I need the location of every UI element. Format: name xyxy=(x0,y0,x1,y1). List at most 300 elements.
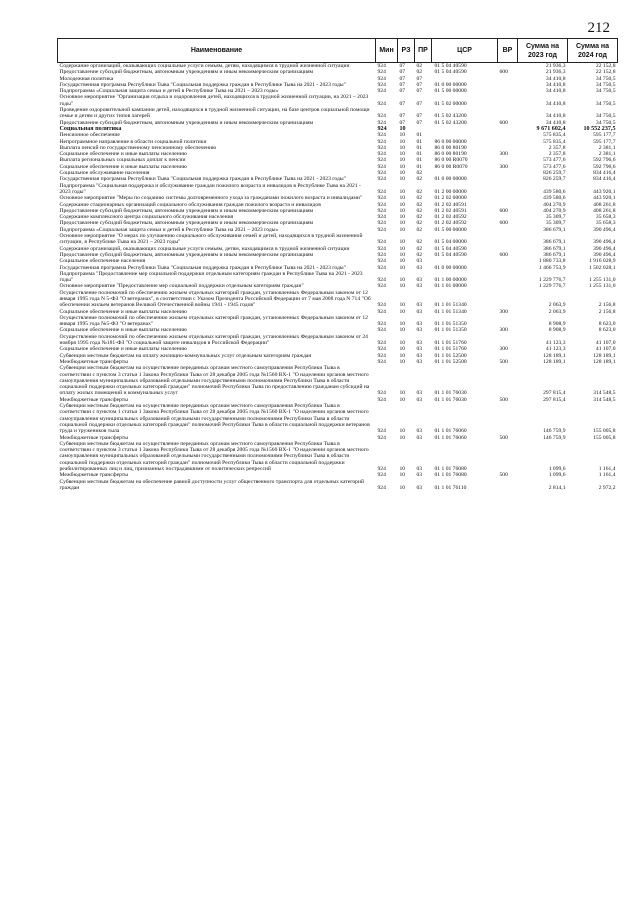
row-csr: 01 1 01 76110 xyxy=(434,484,467,491)
row-csr: 01 5 04 40590 xyxy=(434,251,467,258)
row-sum-2023: 34 410,8 xyxy=(545,88,566,95)
row-min: 924 xyxy=(377,188,386,195)
row-sum-2024: 22 152,8 xyxy=(595,63,616,69)
row-sum-2023: 1 229 776,7 xyxy=(538,277,566,284)
row-name: Субвенции местным бюджетам на обеспечение равной доступности услуг общественного транспорта для отдельных категорий граждан xyxy=(59,478,364,491)
row-sum-2023: 439 580,6 xyxy=(543,188,566,195)
row-sum-2024: 390 496,4 xyxy=(593,226,616,233)
row-vr: 500 xyxy=(499,396,508,403)
row-pr: 02 xyxy=(416,220,423,227)
budget-table xyxy=(57,38,618,491)
row-name: Государственная программа Республики Тыва "Социальная поддержка граждан в Республике Тыва на 2021 - 2023 годы" xyxy=(59,81,346,88)
row-min: 924 xyxy=(377,396,386,403)
row-pr: 03 xyxy=(416,346,423,353)
row-rz: 10 xyxy=(399,283,406,290)
row-sum-2023: 34 410,8 xyxy=(545,113,566,120)
row-min: 924 xyxy=(377,358,386,365)
row-pr: 07 xyxy=(416,119,423,126)
row-name: Субвенции местным бюджетам на оплату жилищно-коммунальных услуг отдельным категориям граждан xyxy=(59,352,312,359)
row-sum-2024: 408 261,8 xyxy=(593,201,616,208)
row-pr: 01 xyxy=(416,151,423,158)
row-min: 924 xyxy=(377,151,386,158)
header-pr: ПР xyxy=(415,39,432,63)
row-sum-2023: 1 099,6 xyxy=(548,472,566,479)
row-min: 924 xyxy=(377,390,386,397)
row-vr xyxy=(498,403,518,434)
row-csr: 01 5 02 43200 xyxy=(434,119,467,126)
row-sum-2023: 826 259,7 xyxy=(543,176,566,183)
row-vr: 300 xyxy=(499,346,508,353)
row-csr: 01 1 01 76030 xyxy=(434,396,467,403)
row-sum-2024: 595 177,7 xyxy=(593,132,616,139)
row-pr: 03 xyxy=(416,390,423,397)
row-sum-2024: 408 261,8 xyxy=(593,207,616,214)
row-vr xyxy=(498,63,518,70)
row-min: 924 xyxy=(377,163,386,170)
row-sum-2024: 10 552 237,5 xyxy=(583,125,616,132)
row-pr: 07 xyxy=(416,113,423,120)
row-sum-2024: 390 496,4 xyxy=(593,239,616,246)
header-rz: РЗ xyxy=(398,39,415,63)
row-rz: 10 xyxy=(399,226,406,233)
row-pr: 02 xyxy=(416,214,423,221)
row-min: 924 xyxy=(377,264,386,271)
row-csr: 01 2 02 40591 xyxy=(434,201,467,208)
row-rz: 10 xyxy=(399,195,406,202)
row-sum-2024: 34 750,5 xyxy=(595,113,616,120)
row-min: 924 xyxy=(377,132,386,139)
row-sum-2023: 575 835,4 xyxy=(543,132,566,139)
row-rz: 10 xyxy=(399,144,406,151)
row-rz: 10 xyxy=(399,132,406,139)
row-csr: 01 5 02 00000 xyxy=(434,100,467,107)
row-csr: 01 1 01 51350 xyxy=(434,321,467,328)
row-name: Социальное обеспечение и иные выплаты населению xyxy=(59,151,187,158)
row-name: Предоставление субсидий бюджетным, автономным учреждениям и иным некоммерческим организациям xyxy=(59,251,314,258)
row-csr: 01 5 04 00000 xyxy=(434,239,467,246)
row-name: Предоставление субсидий бюджетным, автономным учреждениям и иным некоммерческим организациям xyxy=(59,119,314,126)
row-sum-2023: 2 063,9 xyxy=(548,308,566,315)
row-rz: 10 xyxy=(399,163,406,170)
row-sum-2024: 1 502 028,1 xyxy=(588,264,616,271)
row-rz: 10 xyxy=(399,302,406,309)
row-vr: 600 xyxy=(499,220,508,227)
row-name: Социальное обеспечение и иные выплаты населению xyxy=(59,327,187,334)
row-name: Основное мероприятие "О мерах по улучшению социального обслуживания семей и детей, находящихся в трудной жизненной ситуации, в Республике Тыва на 2021 – 2023 годы" xyxy=(59,233,363,246)
row-pr: 03 xyxy=(416,434,423,441)
row-name: Осуществление полномочий по обеспечению жильем отдельных категорий граждан, установленных Федеральным законом от 12 января 1995 года №5-ФЗ "О ветеранах" xyxy=(59,314,368,328)
row-min: 924 xyxy=(377,207,386,214)
row-sum-2024: 443 920,1 xyxy=(593,188,616,195)
row-rz: 10 xyxy=(399,390,406,397)
row-name: Подпрограмма "Предоставление мер социальной поддержки отдельным категориям граждан в Республике Тыва на 2021 - 2023 годы" xyxy=(59,270,363,284)
header-sum-2024: Сумма на 2024 год xyxy=(568,39,618,63)
row-pr: 01 xyxy=(416,138,423,145)
row-name: Содержание комплексного центра социального обслуживания населения xyxy=(59,214,234,221)
row-pr: 03 xyxy=(416,472,423,479)
row-pr: 03 xyxy=(416,308,423,315)
row-sum-2024: 34 750,5 xyxy=(595,88,616,95)
row-name: Предоставление субсидий бюджетным, автономным учреждениям и иным некоммерческим организациям xyxy=(59,220,314,227)
row-vr xyxy=(498,365,518,396)
row-sum-2024: 390 496,4 xyxy=(593,245,616,252)
row-min: 924 xyxy=(377,352,386,359)
row-min: 924 xyxy=(377,340,386,347)
row-sum-2023: 34 410,8 xyxy=(545,119,566,126)
row-name: Молодежная политика xyxy=(59,75,114,82)
row-vr: 600 xyxy=(499,207,508,214)
row-rz: 07 xyxy=(399,81,406,88)
header-csr: ЦСР xyxy=(432,39,498,63)
row-min: 924 xyxy=(377,214,386,221)
header-sum-2023: Сумма на 2023 год xyxy=(518,39,568,63)
row-csr: 01 1 01 76060 xyxy=(434,434,467,441)
row-sum-2024: 1 161,4 xyxy=(598,472,616,479)
table-row xyxy=(58,403,618,434)
row-rz: 10 xyxy=(399,340,406,347)
row-name: Содержание организаций, оказывающих социальные услуги семьям, детям, находящимся в трудной жизненной ситуации xyxy=(59,63,350,69)
row-name: Подпрограмма «Социальная защита семьи и детей в Республике Тыва на 2021 – 2023 годы» xyxy=(59,226,279,233)
row-csr: 86 0 00 80190 xyxy=(434,151,467,158)
table-row xyxy=(58,183,618,196)
row-rz: 07 xyxy=(399,63,406,69)
row-rz: 10 xyxy=(399,308,406,315)
row-sum-2023: 439 580,6 xyxy=(543,195,566,202)
row-min: 924 xyxy=(377,170,386,177)
row-vr xyxy=(498,479,518,492)
row-vr: 600 xyxy=(499,69,508,76)
row-sum-2024: 1 161,4 xyxy=(598,466,616,472)
row-name: Субвенции местным бюджетам на осуществление переданных органам местного самоуправления Республики Тыва в соответствии с пунктом 3 статьи 1 Закона Республики Тыва от 28 декабря 2005 года №1560 ВХ-1 "О наделении органов местного самоуправления муниципальных образований отдельными государственными полномочиями Республики Тыва в области социальной поддержки отдельных категорий граждан" полномочий Республики Тыва по предоставлению гражданам субсидий на оплату жилых помещений и коммунальных услуг xyxy=(59,365,370,397)
row-name: Социальное обеспечение и иные выплаты населению xyxy=(59,346,187,353)
row-min: 924 xyxy=(377,220,386,227)
row-rz: 10 xyxy=(399,466,406,472)
row-sum-2023: 404 270,9 xyxy=(543,207,566,214)
table-row xyxy=(58,271,618,284)
row-name: Выплата региональных социальных доплат к пенсии xyxy=(59,157,186,164)
row-rz: 10 xyxy=(399,358,406,365)
row-sum-2023: 1 229 776,7 xyxy=(538,283,566,290)
row-vr xyxy=(498,441,518,472)
row-vr: 600 xyxy=(499,119,508,126)
row-sum-2023: 573 477,6 xyxy=(543,163,566,170)
row-pr: 03 xyxy=(416,321,423,328)
row-min: 924 xyxy=(377,434,386,441)
row-csr: 86 0 00 R0070 xyxy=(434,157,468,164)
row-sum-2023: 35 309,7 xyxy=(545,214,566,221)
row-sum-2023: 297 815,4 xyxy=(543,390,566,397)
row-vr: 300 xyxy=(499,163,508,170)
row-pr: 02 xyxy=(416,251,423,258)
row-sum-2024: 155 005,8 xyxy=(593,428,616,435)
row-pr: 03 xyxy=(416,340,423,347)
row-rz: 10 xyxy=(399,396,406,403)
row-sum-2023: 8 908,9 xyxy=(548,321,566,328)
row-name: Основное мероприятие "Организация отдыха и оздоровления детей, находящихся в трудной жизненной ситуации, на 2021 – 2023 годы" xyxy=(59,94,369,107)
row-csr: 01 1 01 76060 xyxy=(434,428,467,435)
row-min: 924 xyxy=(377,201,386,208)
row-sum-2024: 1 255 131,0 xyxy=(588,283,616,290)
row-rz: 10 xyxy=(399,258,406,265)
table-row xyxy=(58,441,618,472)
row-name: Выплата пенсий по государственному пенсионному обеспечению xyxy=(59,144,217,151)
row-rz: 10 xyxy=(399,472,406,479)
row-sum-2023: 21 936,3 xyxy=(545,69,566,76)
row-min: 924 xyxy=(377,258,386,265)
row-sum-2024: 1 255 131,0 xyxy=(588,277,616,284)
row-sum-2023: 34 410,8 xyxy=(545,81,566,88)
row-rz: 10 xyxy=(399,207,406,214)
row-vr: 500 xyxy=(499,472,508,479)
row-csr: 86 0 00 80190 xyxy=(434,144,467,151)
row-csr: 01 1 01 51340 xyxy=(434,308,467,315)
row-sum-2023: 1 466 753,9 xyxy=(538,264,566,271)
row-csr: 01 5 04 40590 xyxy=(434,245,467,252)
row-sum-2023: 35 309,7 xyxy=(545,220,566,227)
row-min: 924 xyxy=(377,195,386,202)
row-sum-2024: 592 796,6 xyxy=(593,163,616,170)
row-sum-2024: 443 920,1 xyxy=(593,195,616,202)
row-csr: 01 2 02 00000 xyxy=(434,195,467,202)
row-sum-2024: 41 107,0 xyxy=(595,346,616,353)
row-sum-2024: 314 548,5 xyxy=(593,390,616,397)
row-rz: 10 xyxy=(399,245,406,252)
row-csr: 01 0 00 00000 xyxy=(434,81,467,88)
row-sum-2023: 2 357,8 xyxy=(548,144,566,151)
row-vr xyxy=(498,290,518,309)
row-sum-2024: 2 381,1 xyxy=(598,151,616,158)
row-pr: 03 xyxy=(416,484,423,491)
row-vr: 300 xyxy=(499,151,508,158)
row-rz: 10 xyxy=(399,125,406,132)
row-sum-2024: 8 623,0 xyxy=(598,321,616,328)
row-rz: 10 xyxy=(399,138,406,145)
row-pr: 02 xyxy=(416,176,423,183)
row-pr: 03 xyxy=(416,258,423,265)
table-row xyxy=(58,315,618,328)
row-min: 924 xyxy=(377,245,386,252)
row-name: Осуществление полномочий по обеспечению жильем отдельных категорий граждан, установленных Федеральным законом от 12 января 1995 года N 5-ФЗ "О ветеранах", в соответствии с Указом Президента Российской Федерации от 7 мая 2008 года N 714 "Об обеспечении жильем ветеранов Великой Отечественной войны 1941 - 1945 годов" xyxy=(59,289,371,309)
row-csr: 01 1 01 51760 xyxy=(434,346,467,353)
row-sum-2023: 41 123,3 xyxy=(545,346,566,353)
row-min: 924 xyxy=(377,63,386,69)
page-number: 212 xyxy=(587,20,610,36)
row-min: 924 xyxy=(377,138,386,145)
row-pr: 01 xyxy=(416,144,423,151)
row-min: 924 xyxy=(377,100,386,107)
row-csr: 01 1 01 00000 xyxy=(434,283,467,290)
row-sum-2023: 128 189,1 xyxy=(543,358,566,365)
row-rz: 07 xyxy=(399,69,406,76)
row-min: 924 xyxy=(377,226,386,233)
row-sum-2023: 573 477,6 xyxy=(543,157,566,164)
row-name: Социальное обслуживание населения xyxy=(59,170,150,177)
row-name: Социальная политика xyxy=(59,125,122,132)
row-pr: 07 xyxy=(416,88,423,95)
row-sum-2024: 2 156,8 xyxy=(598,302,616,309)
row-name: Социальное обеспечение населения xyxy=(59,258,146,265)
row-pr: 02 xyxy=(416,201,423,208)
row-vr: 600 xyxy=(499,251,508,258)
row-min: 924 xyxy=(377,277,386,284)
header-name: Наименование xyxy=(58,39,376,63)
row-pr: 03 xyxy=(416,358,423,365)
row-min: 924 xyxy=(377,466,386,472)
row-sum-2024: 390 496,4 xyxy=(593,251,616,258)
row-csr: 01 1 00 00000 xyxy=(434,277,467,284)
row-sum-2023: 1 099,6 xyxy=(548,466,566,472)
row-pr: 03 xyxy=(416,352,423,359)
row-sum-2024: 34 750,5 xyxy=(595,81,616,88)
row-pr: 07 xyxy=(416,81,423,88)
row-rz: 10 xyxy=(399,214,406,221)
row-min: 924 xyxy=(377,308,386,315)
header-vr: ВР xyxy=(498,39,518,63)
table-row xyxy=(58,233,618,246)
row-sum-2024: 34 750,5 xyxy=(595,100,616,107)
row-pr: 01 xyxy=(416,163,423,170)
row-min: 924 xyxy=(377,327,386,334)
row-rz: 10 xyxy=(399,151,406,158)
row-sum-2023: 34 410,8 xyxy=(545,100,566,107)
row-name: Субвенции местным бюджетам на осуществление переданных органам местного самоуправления Республики Тыва в соответствии с пунктом 3 статьи 1 Закона Республики Тыва от 28 декабря 2005 года №1560 ВХ-1 "О наделении органов местного самоуправления муниципальных образований отдельными государственными полномочиями Республики Тыва в области социальной поддержки отдельных категорий граждан" полномочий Республики Тыва в области социальной поддержки реабилитированных лиц и лиц, признанных пострадавшими от политических репрессий xyxy=(59,440,369,472)
row-csr: 01 2 00 00000 xyxy=(434,188,467,195)
row-min: 924 xyxy=(377,321,386,328)
row-min: 924 xyxy=(377,75,386,82)
row-vr: 300 xyxy=(499,308,508,315)
row-pr: 02 xyxy=(416,245,423,252)
row-pr: 02 xyxy=(416,239,423,246)
row-rz: 10 xyxy=(399,346,406,353)
row-rz: 07 xyxy=(399,119,406,126)
table-row xyxy=(58,63,618,70)
row-sum-2024: 34 750,5 xyxy=(595,75,616,82)
table-header xyxy=(58,39,618,63)
row-pr: 02 xyxy=(416,170,423,177)
table-row xyxy=(58,107,618,120)
row-name: Основное мероприятие "Предоставление мер социальной поддержки отдельным категориям граждан" xyxy=(59,283,304,290)
row-rz: 10 xyxy=(399,188,406,195)
row-name: Социальное обеспечение и иные выплаты населению xyxy=(59,163,187,170)
row-vr xyxy=(498,334,518,347)
row-pr: 01 xyxy=(416,132,423,139)
row-csr: 86 0 00 R0070 xyxy=(434,163,468,170)
row-name: Подпрограмма "Социальная поддержка и обслуживание граждан пожилого возраста и инвалидов в Республике Тыва на 2021 - 2023 годы" xyxy=(59,182,361,195)
row-rz: 10 xyxy=(399,239,406,246)
row-vr: 300 xyxy=(499,327,508,334)
row-sum-2024: 155 005,8 xyxy=(593,434,616,441)
row-min: 924 xyxy=(377,239,386,246)
row-csr: 01 1 01 76080 xyxy=(434,466,467,472)
row-vr xyxy=(498,315,518,328)
row-rz: 10 xyxy=(399,428,406,435)
row-rz: 10 xyxy=(399,327,406,334)
row-sum-2024: 314 548,5 xyxy=(593,396,616,403)
row-pr: 03 xyxy=(416,302,423,309)
row-pr: 02 xyxy=(416,188,423,195)
row-name: Социальное обеспечение и иные выплаты населению xyxy=(59,308,187,315)
row-name: Межбюджетные трансферты xyxy=(59,396,128,403)
row-csr: 01 5 02 43200 xyxy=(434,113,467,120)
row-min: 924 xyxy=(377,251,386,258)
row-sum-2023: 1 880 733,8 xyxy=(538,258,566,265)
row-sum-2024: 128 189,1 xyxy=(593,358,616,365)
row-csr: 01 5 04 40590 xyxy=(434,63,467,69)
row-pr: 01 xyxy=(416,157,423,164)
row-sum-2023: 34 410,8 xyxy=(545,75,566,82)
row-sum-2024: 2 381,1 xyxy=(598,144,616,151)
row-vr xyxy=(498,107,518,120)
row-name: Содержание организаций, оказывающих социальные услуги семьям, детям, находящимся в трудной жизненной ситуации xyxy=(59,245,350,252)
row-vr: 500 xyxy=(499,358,508,365)
row-pr: 07 xyxy=(416,75,423,82)
row-name: Государственная программа Республики Тыва "Социальная поддержка граждан в Республике Тыва на 2021 - 2023 годы" xyxy=(59,176,346,183)
table-row xyxy=(58,94,618,107)
row-sum-2023: 2 357,8 xyxy=(548,151,566,158)
row-rz: 10 xyxy=(399,157,406,164)
row-min: 924 xyxy=(377,484,386,491)
row-vr xyxy=(498,183,518,196)
row-sum-2024: 2 972,2 xyxy=(598,484,616,491)
row-sum-2023: 575 835,4 xyxy=(543,138,566,145)
row-sum-2024: 35 658,3 xyxy=(595,220,616,227)
row-name: Пенсионное обеспечение xyxy=(59,132,120,139)
row-name: Предоставление субсидий бюджетным, автономным учреждениям и иным некоммерческим организациям xyxy=(59,69,314,76)
row-sum-2023: 386 679,1 xyxy=(543,226,566,233)
row-rz: 10 xyxy=(399,264,406,271)
table-row xyxy=(58,479,618,492)
row-pr: 03 xyxy=(416,283,423,290)
row-name: Государственная программа Республики Тыва "Социальная поддержка граждан в Республике Тыва на 2021 - 2023 годы" xyxy=(59,264,346,271)
row-sum-2023: 386 679,1 xyxy=(543,251,566,258)
row-min: 924 xyxy=(377,176,386,183)
row-sum-2023: 21 936,3 xyxy=(545,63,566,69)
row-sum-2024: 8 623,0 xyxy=(598,327,616,334)
row-pr: 02 xyxy=(416,63,423,69)
row-name: Межбюджетные трансферты xyxy=(59,472,128,479)
row-min: 924 xyxy=(377,428,386,435)
row-sum-2024: 2 156,8 xyxy=(598,308,616,315)
row-sum-2024: 834 416,4 xyxy=(593,176,616,183)
row-name: Осуществление полномочий по обеспечению жильем отдельных категорий граждан, установленных Федеральным законом от 24 ноября 1995 года №181-ФЗ "О социальной защите инвалидов в Российской Федерации" xyxy=(59,333,368,347)
row-csr: 01 1 01 76080 xyxy=(434,472,467,479)
row-name: Предоставление субсидий бюджетным, автономным учреждениям и иным некоммерческим организациям xyxy=(59,207,314,214)
row-csr: 01 2 02 40592 xyxy=(434,220,467,227)
row-name: Содержание стационарных организаций социального обслуживания граждан пожилого возраста и инвалидов xyxy=(59,201,321,208)
row-sum-2024: 1 916 028,9 xyxy=(588,258,616,265)
row-name: Субвенции местным бюджетам на осуществление переданных органам местного самоуправления Республики Тыва в соответствии с пунктом 1 статьи 1 Закона Республики Тыва от 28 декабря 2005 года №1560 ВХ-1 "О наделении органов местного самоуправления муниципальных образований отдельными государственными полномочиями Республики Тыва в области социальной поддержки отдельных категорий граждан" полномочий Республики Тыва в области социальной поддержки ветеранов труда и тружеников тыла xyxy=(59,403,370,435)
row-min: 924 xyxy=(377,125,387,132)
row-sum-2023: 297 815,4 xyxy=(543,396,566,403)
row-csr: 01 1 01 52500 xyxy=(434,358,467,365)
row-pr: 03 xyxy=(416,277,423,284)
row-csr: 01 1 01 51340 xyxy=(434,302,467,309)
table-body xyxy=(58,63,618,492)
row-min: 924 xyxy=(377,144,386,151)
row-csr: 01 1 01 51350 xyxy=(434,327,467,334)
row-csr: 01 5 00 00000 xyxy=(434,88,467,95)
row-rz: 10 xyxy=(399,201,406,208)
row-name: Основное мероприятие "Меры по созданию системы долговременного ухода за гражданами пожилого возраста и инвалидами" xyxy=(59,195,363,202)
row-sum-2023: 41 123,3 xyxy=(545,340,566,347)
row-rz: 10 xyxy=(399,251,406,258)
row-rz: 10 xyxy=(399,484,406,491)
row-rz: 07 xyxy=(399,75,406,82)
row-sum-2023: 146 759,9 xyxy=(543,428,566,435)
row-csr: 01 1 01 51760 xyxy=(434,340,467,347)
row-sum-2023: 8 908,9 xyxy=(548,327,566,334)
row-min: 924 xyxy=(377,157,386,164)
